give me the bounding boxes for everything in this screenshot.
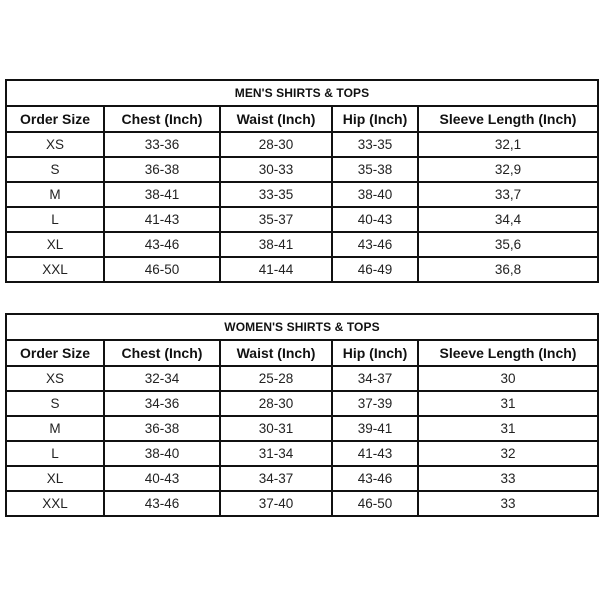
table-cell: L (6, 441, 104, 466)
table-title: WOMEN'S SHIRTS & TOPS (6, 314, 598, 340)
table-cell: 33 (418, 491, 598, 516)
table-cell: S (6, 157, 104, 182)
table-cell: 46-50 (332, 491, 418, 516)
table-cell: 41-44 (220, 257, 332, 282)
table-cell: 35-37 (220, 207, 332, 232)
column-header: Hip (Inch) (332, 340, 418, 366)
table-cell: XXL (6, 257, 104, 282)
table-cell: 30 (418, 366, 598, 391)
table-cell: 28-30 (220, 132, 332, 157)
table-cell: 43-46 (332, 232, 418, 257)
table-title-row (6, 80, 598, 106)
table-cell: 37-40 (220, 491, 332, 516)
mens-size-table (5, 79, 599, 283)
table-cell: XL (6, 466, 104, 491)
table-cell: 36-38 (104, 157, 220, 182)
table-header-row (6, 106, 598, 132)
table-row (6, 257, 598, 282)
table-cell: 33-36 (104, 132, 220, 157)
column-header: Chest (Inch) (104, 340, 220, 366)
table-cell: 41-43 (332, 441, 418, 466)
table-row (6, 391, 598, 416)
table-row (6, 366, 598, 391)
table-cell: 43-46 (104, 232, 220, 257)
column-header: Hip (Inch) (332, 106, 418, 132)
table-row (6, 441, 598, 466)
table-cell: 46-49 (332, 257, 418, 282)
table-cell: 38-40 (332, 182, 418, 207)
table-row (6, 416, 598, 441)
table-cell: 35,6 (418, 232, 598, 257)
table-cell: 33-35 (220, 182, 332, 207)
column-header: Sleeve Length (Inch) (418, 340, 598, 366)
table-header-row (6, 340, 598, 366)
table-title-row (6, 314, 598, 340)
table-cell: XS (6, 366, 104, 391)
table-cell: XS (6, 132, 104, 157)
table-cell: 31-34 (220, 441, 332, 466)
table-cell: 25-28 (220, 366, 332, 391)
table-cell: M (6, 182, 104, 207)
table-cell: M (6, 416, 104, 441)
table-cell: 34-36 (104, 391, 220, 416)
table-cell: XL (6, 232, 104, 257)
table-cell: 37-39 (332, 391, 418, 416)
table-cell: 46-50 (104, 257, 220, 282)
table-cell: 30-33 (220, 157, 332, 182)
column-header: Chest (Inch) (104, 106, 220, 132)
table-cell: 32,1 (418, 132, 598, 157)
table-cell: L (6, 207, 104, 232)
column-header: Waist (Inch) (220, 340, 332, 366)
table-row (6, 491, 598, 516)
table-cell: 32-34 (104, 366, 220, 391)
table-row (6, 466, 598, 491)
table-cell: 43-46 (332, 466, 418, 491)
table-cell: XXL (6, 491, 104, 516)
table-cell: 41-43 (104, 207, 220, 232)
table-cell: 32,9 (418, 157, 598, 182)
table-cell: 36-38 (104, 416, 220, 441)
table-cell: 34-37 (220, 466, 332, 491)
table-cell: 38-41 (104, 182, 220, 207)
table-cell: 31 (418, 416, 598, 441)
table-cell: 43-46 (104, 491, 220, 516)
table-cell: 33,7 (418, 182, 598, 207)
column-header: Order Size (6, 106, 104, 132)
table-cell: 34-37 (332, 366, 418, 391)
table-cell: 38-40 (104, 441, 220, 466)
table-cell: 33-35 (332, 132, 418, 157)
table-cell: 35-38 (332, 157, 418, 182)
table-row (6, 232, 598, 257)
womens-size-table (5, 313, 599, 517)
table-cell: 30-31 (220, 416, 332, 441)
table-cell: 40-43 (104, 466, 220, 491)
column-header: Order Size (6, 340, 104, 366)
table-cell: S (6, 391, 104, 416)
table-cell: 32 (418, 441, 598, 466)
table-cell: 36,8 (418, 257, 598, 282)
table-cell: 39-41 (332, 416, 418, 441)
table-title: MEN'S SHIRTS & TOPS (6, 80, 598, 106)
column-header: Waist (Inch) (220, 106, 332, 132)
table-row (6, 157, 598, 182)
table-cell: 33 (418, 466, 598, 491)
column-header: Sleeve Length (Inch) (418, 106, 598, 132)
table-row (6, 132, 598, 157)
table-cell: 31 (418, 391, 598, 416)
table-cell: 34,4 (418, 207, 598, 232)
table-row (6, 182, 598, 207)
table-cell: 38-41 (220, 232, 332, 257)
table-cell: 28-30 (220, 391, 332, 416)
table-row (6, 207, 598, 232)
table-cell: 40-43 (332, 207, 418, 232)
